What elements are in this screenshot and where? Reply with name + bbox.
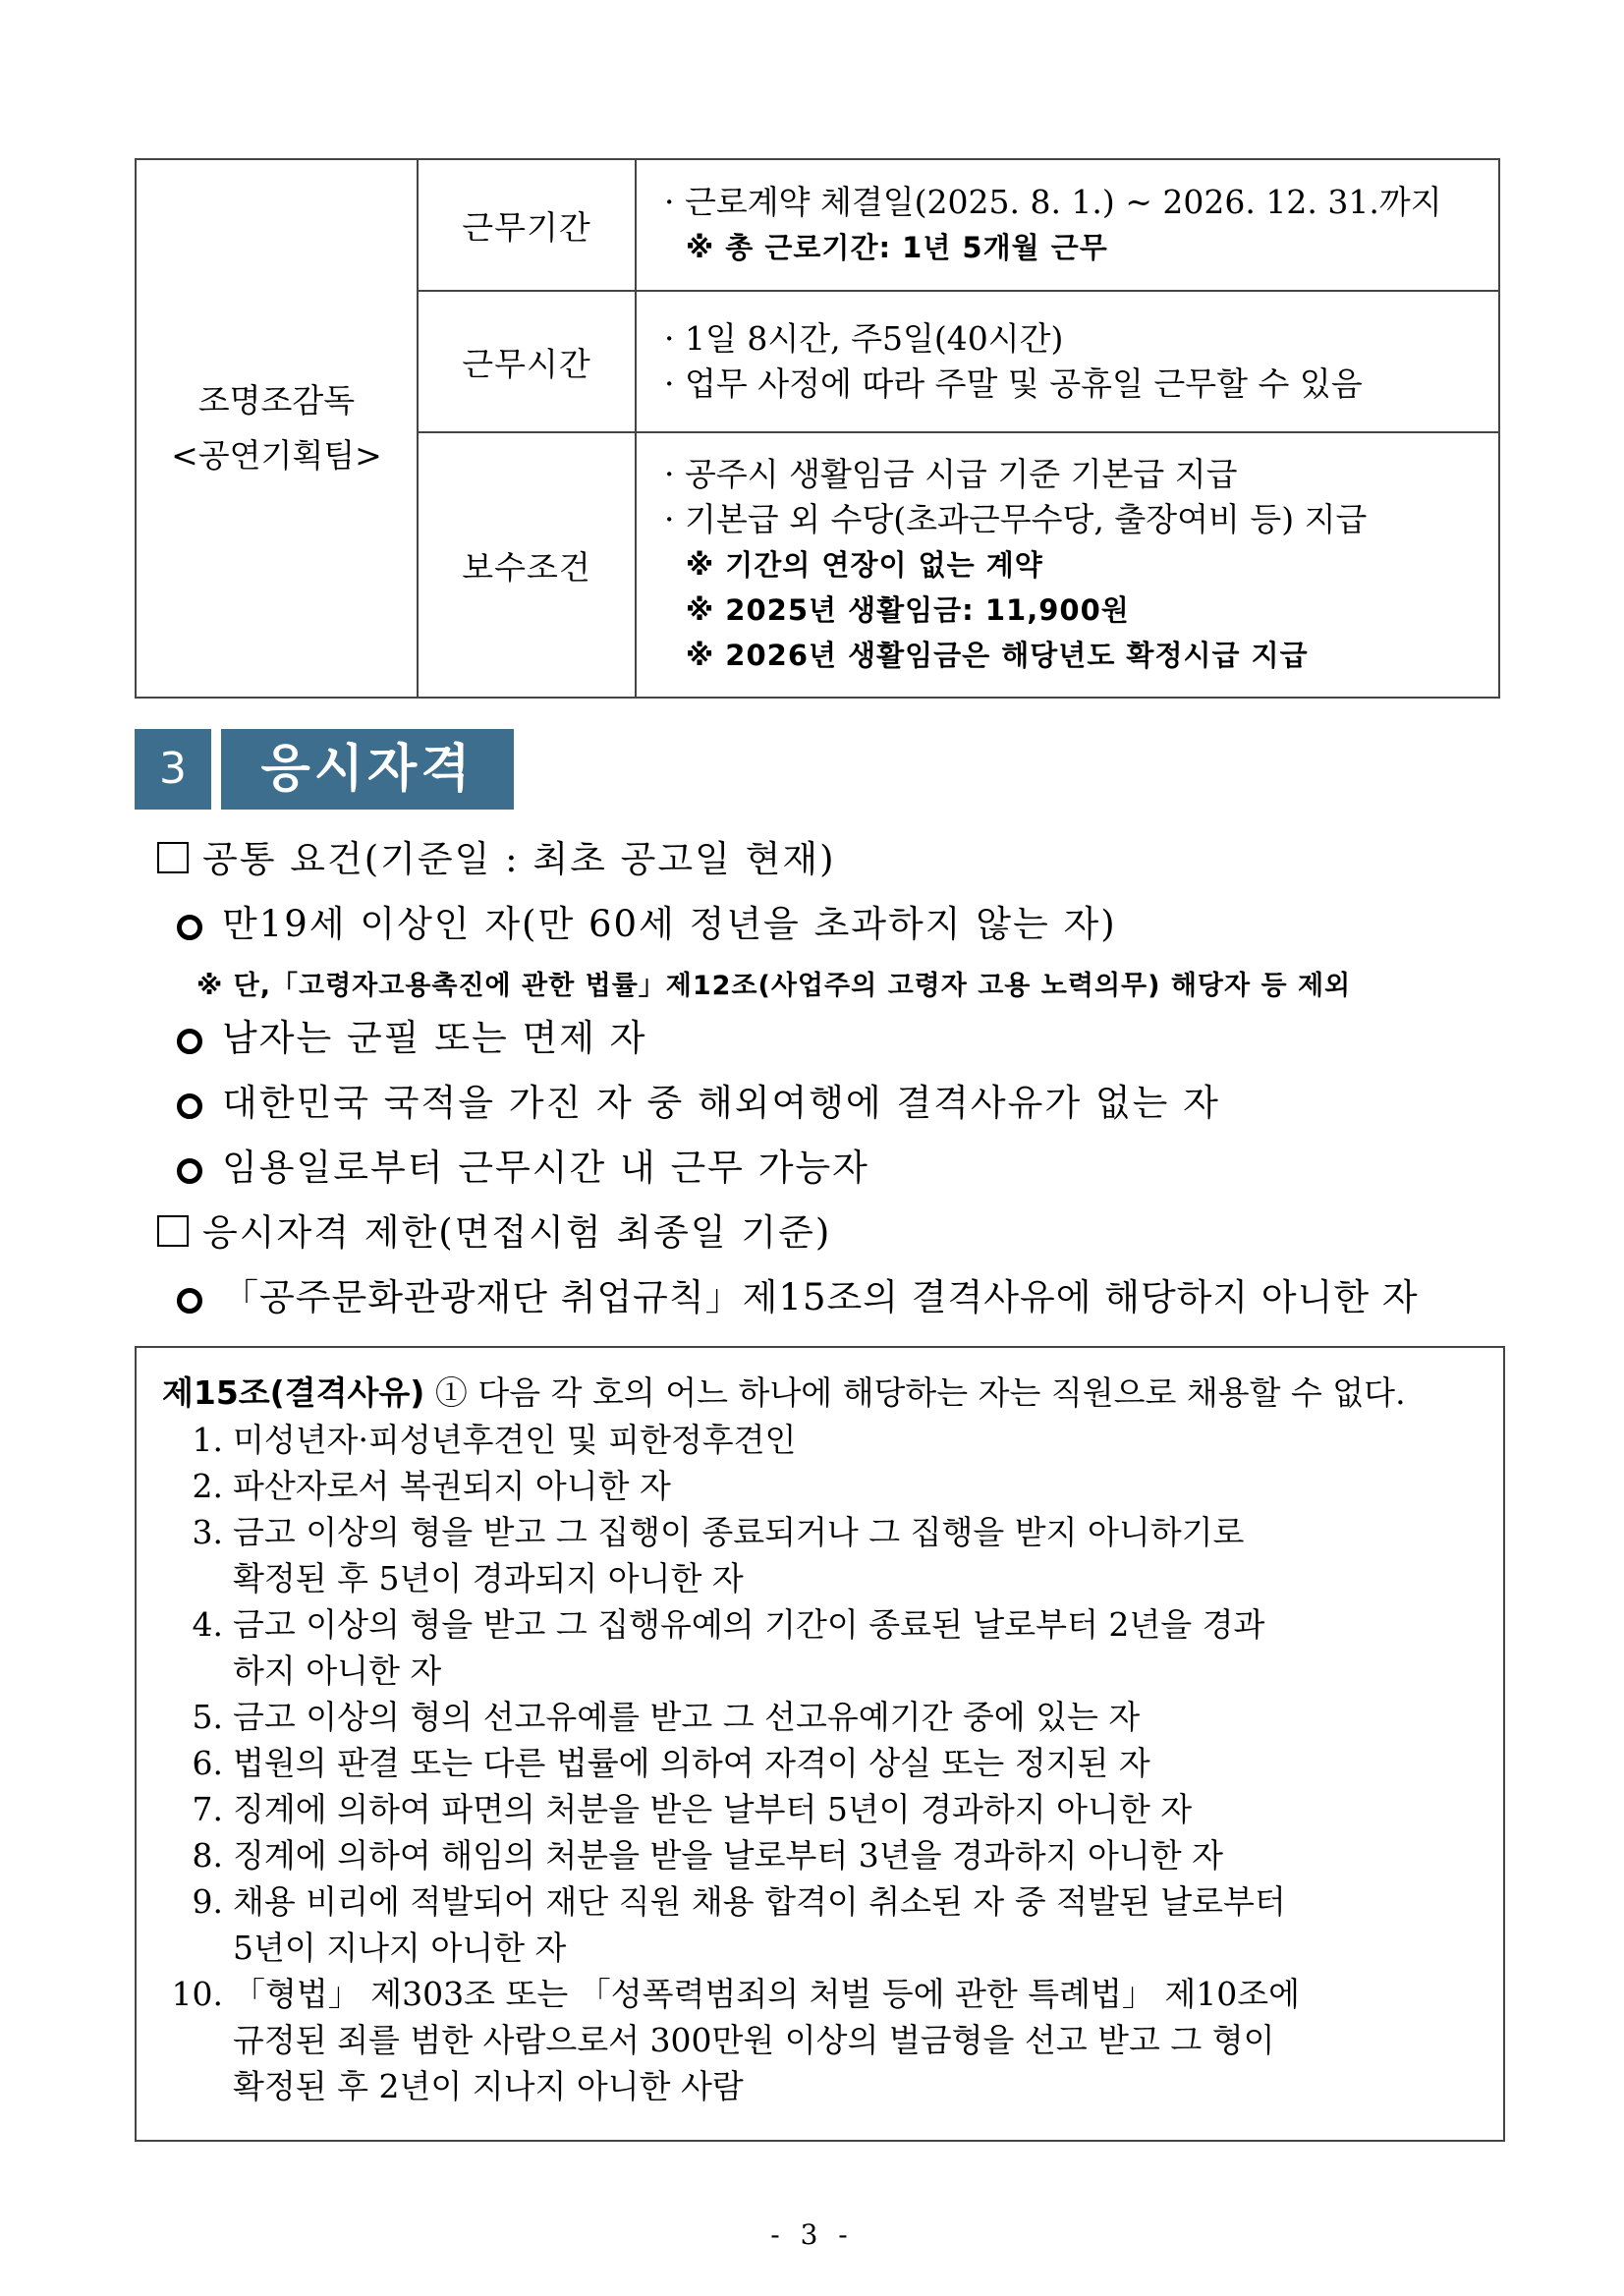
restrict-heading-text: 응시자격 제한(면접시험 최종일 기준) [202, 1211, 832, 1254]
content-line: · 기본급 외 수당(초과근무수당, 출장여비 등) 지급 [664, 500, 1368, 538]
article-title-text: ① 다음 각 호의 어느 하나에 해당하는 자는 직원으로 채용할 수 없다. [424, 1373, 1406, 1412]
article-item-number: 2. [192, 1467, 223, 1505]
content-line: · 공주시 생활임금 시급 기준 기본급 지급 [664, 455, 1238, 493]
exception-note: ※ 단,「고령자고용촉진에 관한 법률」제12조(사업주의 고령자 고용 노력의무) 해당자 등 제외 [196, 971, 1352, 1001]
article-item-line: 5년이 지나지 아니한 자 [233, 1929, 567, 1967]
article-item [162, 1832, 1490, 1878]
list-item [177, 1138, 869, 1191]
list-item [177, 1267, 1419, 1320]
article-item-text [233, 1832, 1490, 1878]
article-item-line: 확정된 후 5년이 경과되지 아니한 자 [233, 1559, 744, 1597]
job-title-cell [136, 159, 418, 698]
row-label: 근무기간 [418, 159, 636, 291]
article-item-number: 7. [192, 1790, 223, 1828]
article-item-number: 4. [192, 1605, 223, 1644]
article-item-number: 10. [171, 1975, 223, 2013]
article-item-number: 5. [192, 1698, 223, 1736]
list-item-text: 임용일로부터 근무시간 내 근무 가능자 [222, 1147, 869, 1189]
list-item [177, 894, 1117, 947]
common-heading [157, 829, 836, 882]
article-item-text [233, 1786, 1490, 1832]
content-note: ※ 2026년 생활임금은 해당년도 확정시급 지급 [686, 639, 1309, 672]
checkbox-square-icon [157, 1215, 189, 1247]
article-item [162, 1694, 1490, 1740]
article-item-number: 8. [192, 1836, 223, 1875]
section-heading [135, 729, 514, 810]
article-item-line: 채용 비리에 적발되어 재단 직원 채용 합격이 취소된 자 중 적발된 날로부터 [233, 1882, 1286, 1921]
list-item [177, 1008, 646, 1061]
article-item-line: 「형법」 제303조 또는 「성폭력범죄의 처벌 등에 관한 특례법」 제10조에 [233, 1975, 1300, 2013]
article-item [162, 1417, 1490, 1463]
team-name: <공연기획팀> [171, 436, 382, 475]
content-line: · 업무 사정에 따라 주말 및 공휴일 근무할 수 있음 [664, 364, 1363, 403]
page-number: - 3 - [770, 2218, 854, 2251]
row-content [636, 432, 1499, 698]
bullet-circle-icon [177, 1029, 202, 1054]
content-note: ※ 기간의 연장이 없는 계약 [686, 548, 1043, 582]
article-item-number: 3. [192, 1513, 223, 1551]
article-item-line: 하지 아니한 자 [233, 1652, 442, 1690]
content-line: · 1일 8시간, 주5일(40시간) [664, 319, 1064, 358]
bullet-circle-icon [177, 1093, 202, 1119]
list-item [177, 1073, 1220, 1126]
article-item [162, 1601, 1490, 1694]
row-label: 근무시간 [418, 291, 636, 432]
employment-conditions-table [135, 158, 1500, 699]
row-label: 보수조건 [418, 432, 636, 698]
article-item-text [233, 1601, 1490, 1694]
article-15-box [135, 1346, 1505, 2142]
row-content [636, 159, 1499, 291]
article-item [162, 1463, 1490, 1509]
article-title [162, 1370, 1406, 1416]
table-row [136, 159, 1499, 291]
article-item-text [233, 1971, 1490, 2109]
article-item-text [233, 1417, 1490, 1463]
article-item [162, 1740, 1490, 1786]
article-item-line: 파산자로서 복권되지 아니한 자 [233, 1467, 671, 1505]
content-line: · 근로계약 체결일(2025. 8. 1.) ~ 2026. 12. 31.까지 [664, 183, 1442, 221]
bullet-circle-icon [177, 1158, 202, 1184]
checkbox-square-icon [157, 842, 189, 873]
article-item-line: 금고 이상의 형의 선고유예를 받고 그 선고유예기간 중에 있는 자 [233, 1698, 1141, 1736]
article-item-text [233, 1509, 1490, 1601]
list-item-text: 대한민국 국적을 가진 자 중 해외여행에 결격사유가 없는 자 [222, 1082, 1220, 1124]
list-item-text: 「공주문화관광재단 취업규칙」제15조의 결격사유에 해당하지 아니한 자 [222, 1276, 1419, 1318]
article-item [162, 1509, 1490, 1601]
article-item [162, 1786, 1490, 1832]
article-item-text [233, 1694, 1490, 1740]
section-title: 응시자격 [221, 729, 514, 810]
restrict-heading [157, 1203, 831, 1256]
article-item-number: 9. [192, 1882, 223, 1921]
article-item [162, 1971, 1490, 2109]
article-item-text [233, 1740, 1490, 1786]
content-note: ※ 총 근로기간: 1년 5개월 근무 [686, 231, 1108, 264]
common-heading-text: 공통 요건(기준일 : 최초 공고일 현재) [202, 838, 836, 880]
content-note: ※ 2025년 생활임금: 11,900원 [686, 593, 1130, 627]
article-item-number: 1. [192, 1421, 223, 1459]
article-item-line: 법원의 판결 또는 다른 법률에 의하여 자격이 상실 또는 정지된 자 [233, 1744, 1150, 1782]
article-item-line: 확정된 후 2년이 지나지 아니한 사람 [233, 2067, 744, 2105]
job-title: 조명조감독 [197, 381, 356, 420]
article-title-bold: 제15조(결격사유) [162, 1373, 425, 1412]
article-item-line: 금고 이상의 형을 받고 그 집행유예의 기간이 종료된 날로부터 2년을 경과 [233, 1605, 1265, 1644]
article-item-number: 6. [192, 1744, 223, 1782]
bullet-circle-icon [177, 1288, 202, 1314]
section-number: 3 [135, 729, 211, 810]
article-item [162, 1878, 1490, 1971]
article-item-text [233, 1463, 1490, 1509]
article-item-line: 징계에 의하여 해임의 처분을 받을 날로부터 3년을 경과하지 아니한 자 [233, 1836, 1223, 1875]
article-item-line: 금고 이상의 형을 받고 그 집행이 종료되거나 그 집행을 받지 아니하기로 [233, 1513, 1245, 1551]
bullet-circle-icon [177, 915, 202, 940]
list-item-text: 남자는 군필 또는 면제 자 [222, 1017, 647, 1059]
list-item-text: 만19세 이상인 자(만 60세 정년을 초과하지 않는 자) [222, 903, 1117, 945]
article-item-line: 규정된 죄를 범한 사람으로서 300만원 이상의 벌금형을 선고 받고 그 형이 [233, 2021, 1275, 2059]
article-item-line: 미성년자·피성년후견인 및 피한정후견인 [233, 1421, 797, 1459]
article-item-text [233, 1878, 1490, 1971]
article-item-line: 징계에 의하여 파면의 처분을 받은 날부터 5년이 경과하지 아니한 자 [233, 1790, 1193, 1828]
row-content [636, 291, 1499, 432]
